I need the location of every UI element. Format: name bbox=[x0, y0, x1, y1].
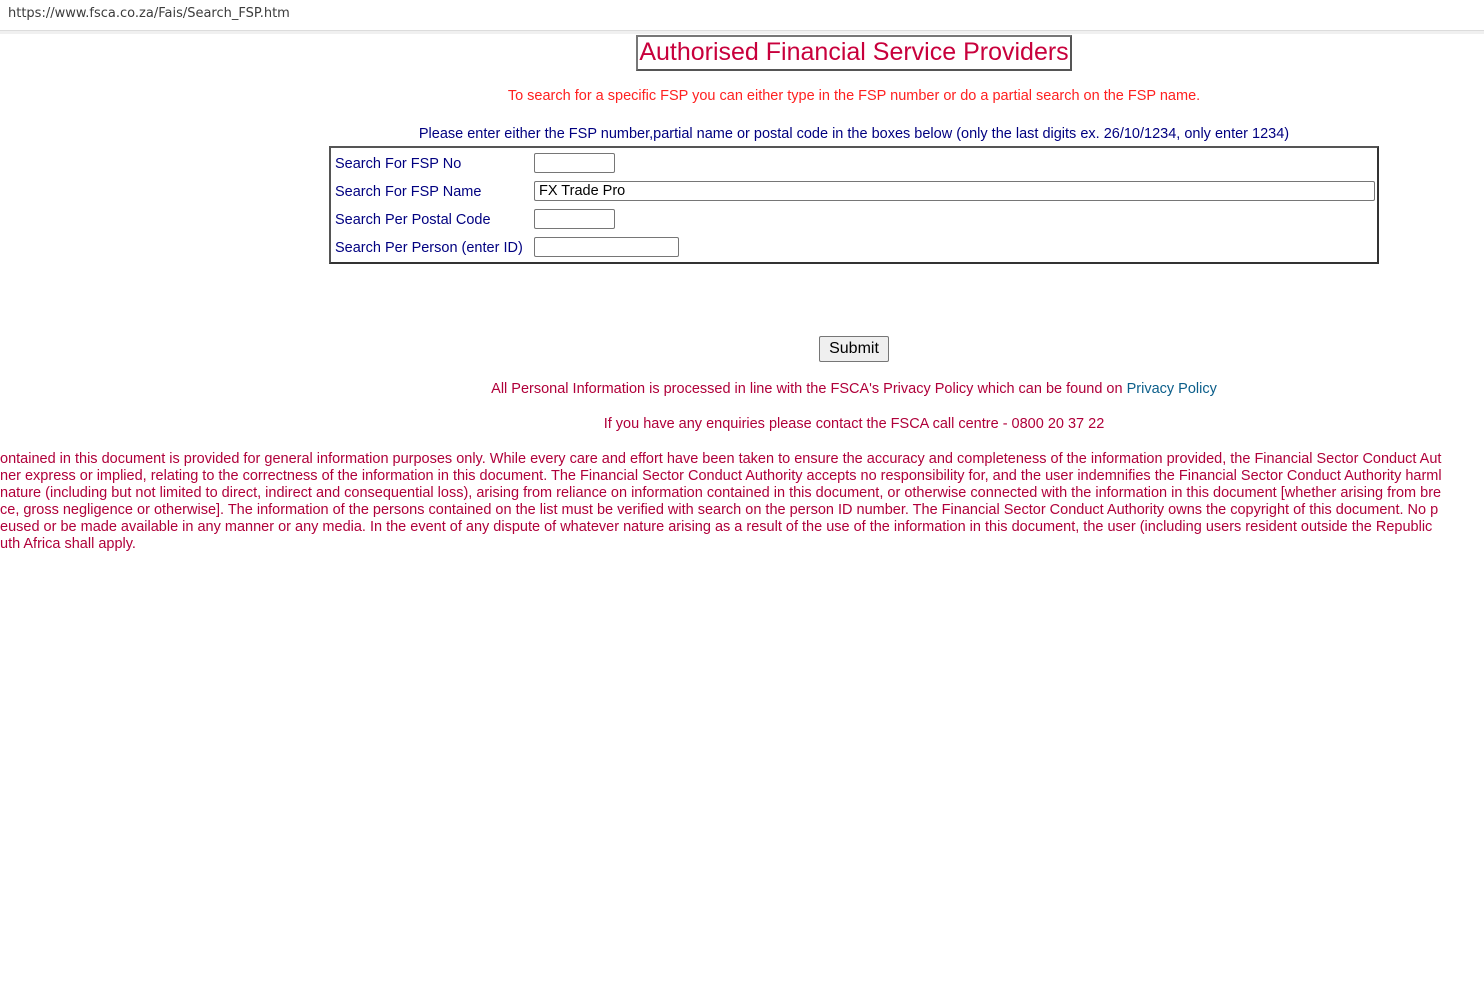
privacy-policy-link[interactable]: Privacy Policy bbox=[1126, 381, 1217, 397]
disclaimer-line: ner express or implied, relating to the correctness of the information in this document. The Financial Sector Conduct Authority accepts no responsibility for, and the user indemnifies the Financial Sector Conduct Authority harml bbox=[0, 468, 1442, 484]
postal-code-input[interactable] bbox=[534, 209, 615, 229]
page-title: Authorised Financial Service Providers bbox=[639, 38, 1069, 66]
search-form-table bbox=[329, 146, 1379, 264]
disclaimer-line: uth Africa shall apply. bbox=[0, 536, 136, 552]
enquiries-text: If you have any enquiries please contact the FSCA call centre - 0800 20 37 22 bbox=[603, 416, 1105, 432]
person-id-input[interactable] bbox=[534, 237, 679, 257]
page-title-box bbox=[636, 35, 1072, 71]
disclaimer-text bbox=[0, 451, 1484, 553]
fsp-no-input[interactable] bbox=[534, 153, 615, 173]
search-instructions: Please enter either the FSP number,partial name or postal code in the boxes below (only the last digits ex. 26/10/1234, only enter 1234) bbox=[418, 126, 1290, 142]
postal-code-label: Search Per Postal Code bbox=[335, 212, 491, 228]
person-id-label: Search Per Person (enter ID) bbox=[335, 240, 523, 256]
address-bar-url[interactable]: https://www.fsca.co.za/Fais/Search_FSP.htm bbox=[8, 6, 290, 21]
privacy-notice bbox=[330, 381, 1378, 397]
disclaimer-line: ce, gross negligence or otherwise]. The information of the persons contained on the list must be verified with search on the person ID number. The Financial Sector Conduct Authority owns the copyright of this document. No p bbox=[0, 502, 1439, 518]
fsp-name-label: Search For FSP Name bbox=[335, 184, 482, 200]
privacy-notice-text: All Personal Information is processed in line with the FSCA's Privacy Policy which can be found on bbox=[491, 381, 1127, 397]
disclaimer-line: eused or be made available in any manner or any media. In the event of any dispute of whatever nature arising as a result of the use of the information in this document, the user (including users resident outside the Republic bbox=[0, 519, 1433, 535]
submit-button[interactable]: Submit bbox=[819, 336, 889, 362]
disclaimer-line: nature (including but not limited to direct, indirect and consequential loss), arising from reliance on information contained in this document, or otherwise connected with the information in this document [whether arising from bre bbox=[0, 485, 1442, 501]
fsp-name-input[interactable] bbox=[534, 181, 1375, 201]
fsp-no-label: Search For FSP No bbox=[335, 156, 462, 172]
address-bar[interactable] bbox=[0, 0, 1484, 31]
disclaimer-line: ontained in this document is provided for general information purposes only. While every care and effort have been taken to ensure the accuracy and completeness of the information provided, the Financial Sector Conduct Aut bbox=[0, 451, 1442, 467]
search-intro-text: To search for a specific FSP you can either type in the FSP number or do a partial search on the FSP name. bbox=[507, 88, 1201, 104]
